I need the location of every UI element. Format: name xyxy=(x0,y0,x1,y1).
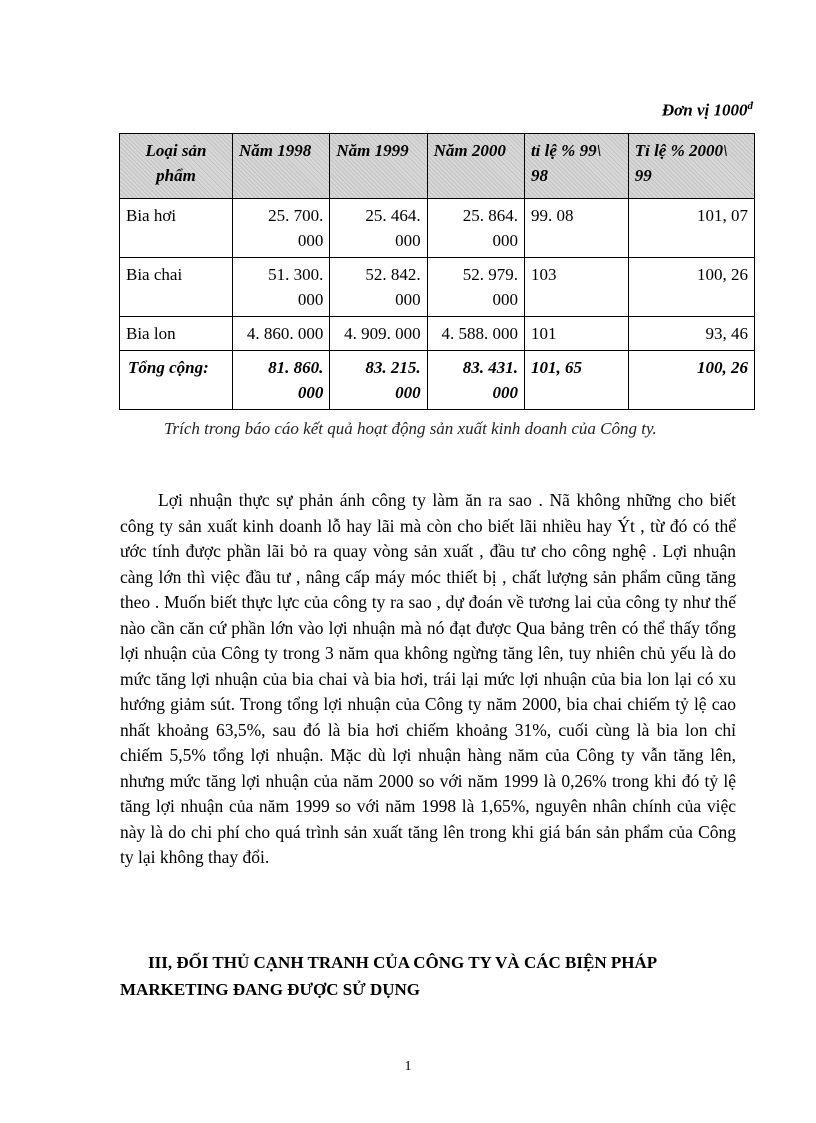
cell-2000: 4. 588. 000 xyxy=(427,317,524,351)
cell-ratio-2000-99: 93, 46 xyxy=(628,317,754,351)
body-paragraph: Lợi nhuận thực sự phản ánh công ty làm ăn ra sao . Nã không những cho biết công ty sản xuất kinh doanh lỗ hay lãi mà còn cho biết lãi nhiều hay Ýt , từ đó có thể ước tính được phần lãi bỏ ra quay vòng sản xuất , đầu tư cho công nghệ . Lợi nhuận càng lớn thì việc đầu tư , nâng cấp máy móc thiết bị , chất lượng sản phẩm cũng tăng theo . Muốn biết thực lực của công ty ra sao , dự đoán về tương lai của công ty như thế nào cần căn cứ phần lớn vào lợi nhuận mà nó đạt được Qua bảng trên có thể thấy tổng lợi nhuận của Công ty trong 3 năm qua không ngừng tăng lên, tuy nhiên chủ yếu là do mức tăng lợi nhuận của bia chai và bia hơi, trái lại mức lợi nhuận của bia lon lại có xu hướng giảm sút. Trong tổng lợi nhuận của Công ty năm 2000, bia chai chiếm tỷ lệ cao nhất khoảng 63,5%, sau đó là bia hơi chiếm khoảng 31%, cuối cùng là bia lon chỉ chiếm 5,5% tổng lợi nhuận. Mặc dù lợi nhuận hàng năm của Công ty vẫn tăng lên, nhưng mức tăng lợi nhuận của năm 2000 so với năm 1999 là 0,26% trong khi đó tỷ lệ tăng lợi nhuận của năm 1999 so với năm 1998 là 1,65%, nguyên nhân chính của việc này là do chi phí cho quá trình sản xuất tăng lên trong khi giá bán sản phẩm của Công ty lại không thay đổi. xyxy=(120,490,736,867)
total-1999: 83. 215. 000 xyxy=(330,351,427,410)
cell-product: Bia hơi xyxy=(120,199,233,258)
source-note: Trích trong báo cáo kết quả hoạt động sản xuất kinh doanh của Công ty. xyxy=(164,419,657,438)
table-header-row xyxy=(120,134,755,199)
total-1998: 81. 860. 000 xyxy=(233,351,330,410)
total-2000: 83. 431. 000 xyxy=(427,351,524,410)
cell-ratio-2000-99: 100, 26 xyxy=(628,258,754,317)
section-heading: III, ĐỐI THỦ CẠNH TRANH CỦA CÔNG TY VÀ CÁC BIỆN PHÁP MARKETING ĐANG ĐƯỢC SỬ DỤNG xyxy=(120,953,657,999)
cell-ratio-99-98: 99. 08 xyxy=(524,199,628,258)
cell-1999: 52. 842. 000 xyxy=(330,258,427,317)
profit-table xyxy=(119,133,755,410)
cell-1999: 4. 909. 000 xyxy=(330,317,427,351)
table-row xyxy=(120,258,755,317)
cell-1998: 4. 860. 000 xyxy=(233,317,330,351)
cell-ratio-99-98: 101 xyxy=(524,317,628,351)
header-ratio-2000-99: Tỉ lệ % 2000\ 99 xyxy=(628,134,754,199)
header-1998: Năm 1998 xyxy=(233,134,330,199)
header-ratio-99-98: tỉ lệ % 99\ 98 xyxy=(524,134,628,199)
cell-1998: 51. 300. 000 xyxy=(233,258,330,317)
unit-label xyxy=(662,100,753,121)
unit-text: Đơn vị 1000 xyxy=(661,100,748,120)
page-number: 1 xyxy=(404,1059,412,1074)
header-1999: Năm 1999 xyxy=(330,134,427,199)
cell-ratio-2000-99: 101, 07 xyxy=(628,199,754,258)
total-ratio-99-98: 101, 65 xyxy=(524,351,628,410)
cell-1998: 25. 700. 000 xyxy=(233,199,330,258)
cell-2000: 25. 864. 000 xyxy=(427,199,524,258)
total-label: Tổng cộng: xyxy=(120,351,233,410)
table-row xyxy=(120,199,755,258)
cell-ratio-99-98: 103 xyxy=(524,258,628,317)
header-2000: Năm 2000 xyxy=(427,134,524,199)
table-total-row xyxy=(120,351,755,410)
header-product: Loại sản phẩm xyxy=(120,134,233,199)
table-row xyxy=(120,317,755,351)
cell-1999: 25. 464. 000 xyxy=(330,199,427,258)
unit-superscript: đ xyxy=(747,100,753,112)
total-ratio-2000-99: 100, 26 xyxy=(628,351,754,410)
cell-product: Bia chai xyxy=(120,258,233,317)
cell-product: Bia lon xyxy=(120,317,233,351)
cell-2000: 52. 979. 000 xyxy=(427,258,524,317)
